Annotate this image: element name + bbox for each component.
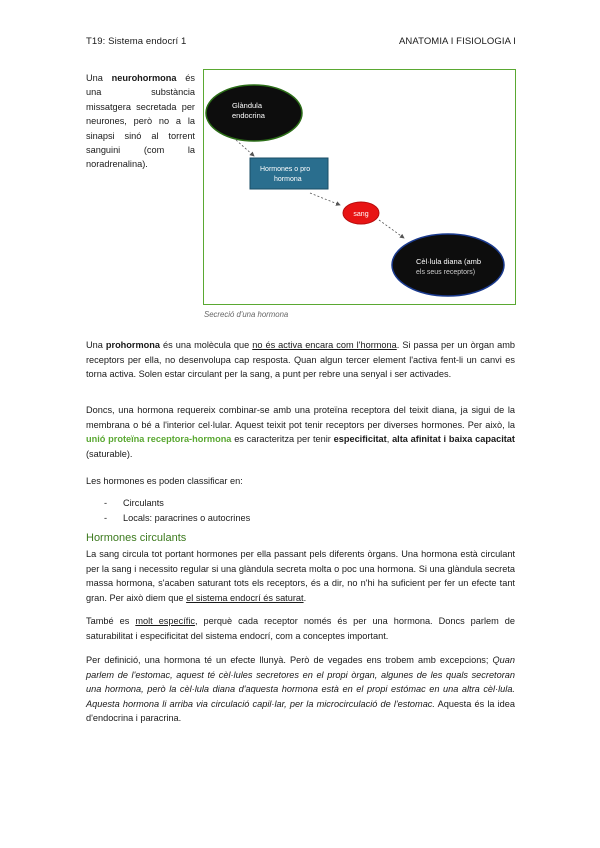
p2-text-2: és una molècula que — [159, 340, 253, 350]
p2-underlined: no és activa encara com l'hormona — [252, 340, 397, 350]
blood-label: sang — [353, 211, 369, 218]
list-item — [104, 496, 250, 511]
especificitat-term: especificitat — [333, 434, 387, 445]
arrow-gland-to-hormone — [236, 140, 254, 156]
prohormona-term: prohormona — [105, 340, 160, 350]
classification-list — [104, 496, 250, 526]
p7-text-2: Aquesta és la idea d'endocrina i paracrina. — [86, 698, 515, 724]
target-label-line2: els seus receptors) — [416, 269, 476, 276]
target-label-line1: Cèl·lula diana (amb — [416, 257, 482, 266]
p7-text-1: Per definició, una hormona té un efecte llunyà. Però de vegades ens trobem amb excepcions; — [86, 655, 493, 665]
p5-text-1: La sang circula tot portant hormones per ella passant pels diferents òrgans. Una hormona està circulant per la sang i necessito regular si una glàndula secreta molta o poc una hormona. Si una glàndula secreta massa hormona, s'acaben saturant tots els receptors, és a dir, no n'hi ha suficient per fer un efecte tant gran. Per això diem que — [86, 549, 515, 603]
hormone-label-line2: hormona — [274, 176, 302, 183]
diagram-svg — [204, 70, 517, 306]
p2-text-1: Una — [86, 340, 106, 350]
figure-caption: Secreció d'una hormona — [204, 310, 289, 319]
hormone-label-line1: Hormones o pro — [260, 166, 311, 173]
list-dash: - — [104, 513, 108, 523]
classification-intro: Les hormones es poden classificar en: — [86, 476, 243, 486]
p5-underlined: el sistema endocrí és saturat — [186, 592, 304, 603]
receptor-paragraph — [86, 403, 515, 461]
p6-underlined: molt específic — [135, 616, 195, 626]
p6-text-2: , perquè cada receptor només és per una hormona. Doncs parlem de saturabilitat i especificitat del sistema endocrí, com a conceptes important. — [86, 616, 515, 641]
affinity-term: alta afinitat i baixa capacitat — [392, 434, 515, 445]
arrow-hormone-to-blood — [310, 193, 340, 205]
exceptions-paragraph — [86, 653, 515, 726]
gland-label-line2: endocrina — [232, 111, 265, 120]
p3-text-2: es caracteritza per tenir — [231, 434, 334, 445]
intro-text-2: és una substància missatgera secretada per neurones, però no a la sinapsi sinó al torrent sanguini (com la noradrenalina). — [86, 73, 195, 170]
hormone-secretion-diagram — [203, 69, 516, 305]
p5-text-2: . — [303, 592, 307, 603]
p3-text-3: , — [386, 434, 393, 445]
gland-label-line1: Glàndula — [232, 101, 263, 110]
p2-text-3: . Si passa per un òrgan amb receptors per ella, no desenvolupa cap resposta. Quan algun tercer element l'activa fent-li un canvi es torna activa. Solen estar circulant per la sang, a punt per rebre una senyal i ser activades. — [86, 340, 515, 380]
intro-text-1: Una — [86, 73, 112, 83]
intro-paragraph — [86, 71, 195, 172]
hormone-box — [250, 158, 328, 189]
header-right-title: ANATOMIA I FISIOLOGIA I — [398, 36, 516, 47]
arrow-blood-to-target — [379, 220, 404, 238]
p3-text-4: (saturable). — [86, 448, 133, 459]
specificity-paragraph — [86, 614, 515, 643]
list-dash: - — [104, 498, 108, 508]
header-left-title: T19: Sistema endocrí 1 — [86, 36, 187, 47]
receptor-union-term: unió proteïna receptora-hormona — [86, 434, 232, 445]
p3-text-1: Doncs, una hormona requereix combinar-se amb una proteïna receptora del teixit diana, ja sigui de la membrana o bé a l'interior cel·lular. Aquest teixit pot tenir receptors per diverses hormones. Per això, la — [86, 405, 515, 430]
circulating-paragraph — [86, 547, 515, 605]
p7-italic: Quan parlem de l'estomac, aquest té cèl·lules secretores en el propi òrgan, algunes de les quals secretoran una hormona, però la cèl·lula diana d'aquesta hormona està en el propi estómac en una altra cèl·lula. Aquesta hormona li arriba via circulació capil·lar, per la microcirculació de l'estomac. — [86, 655, 515, 709]
list-item-text: Circulants — [123, 498, 164, 508]
neurohormona-term: neurohormona — [111, 73, 177, 83]
list-item — [104, 511, 250, 526]
prohormona-paragraph — [86, 338, 515, 382]
p6-text-1: També es — [86, 616, 136, 626]
list-item-text: Locals: paracrines o autocrines — [123, 513, 251, 523]
section-heading: Hormones circulants — [86, 532, 187, 544]
